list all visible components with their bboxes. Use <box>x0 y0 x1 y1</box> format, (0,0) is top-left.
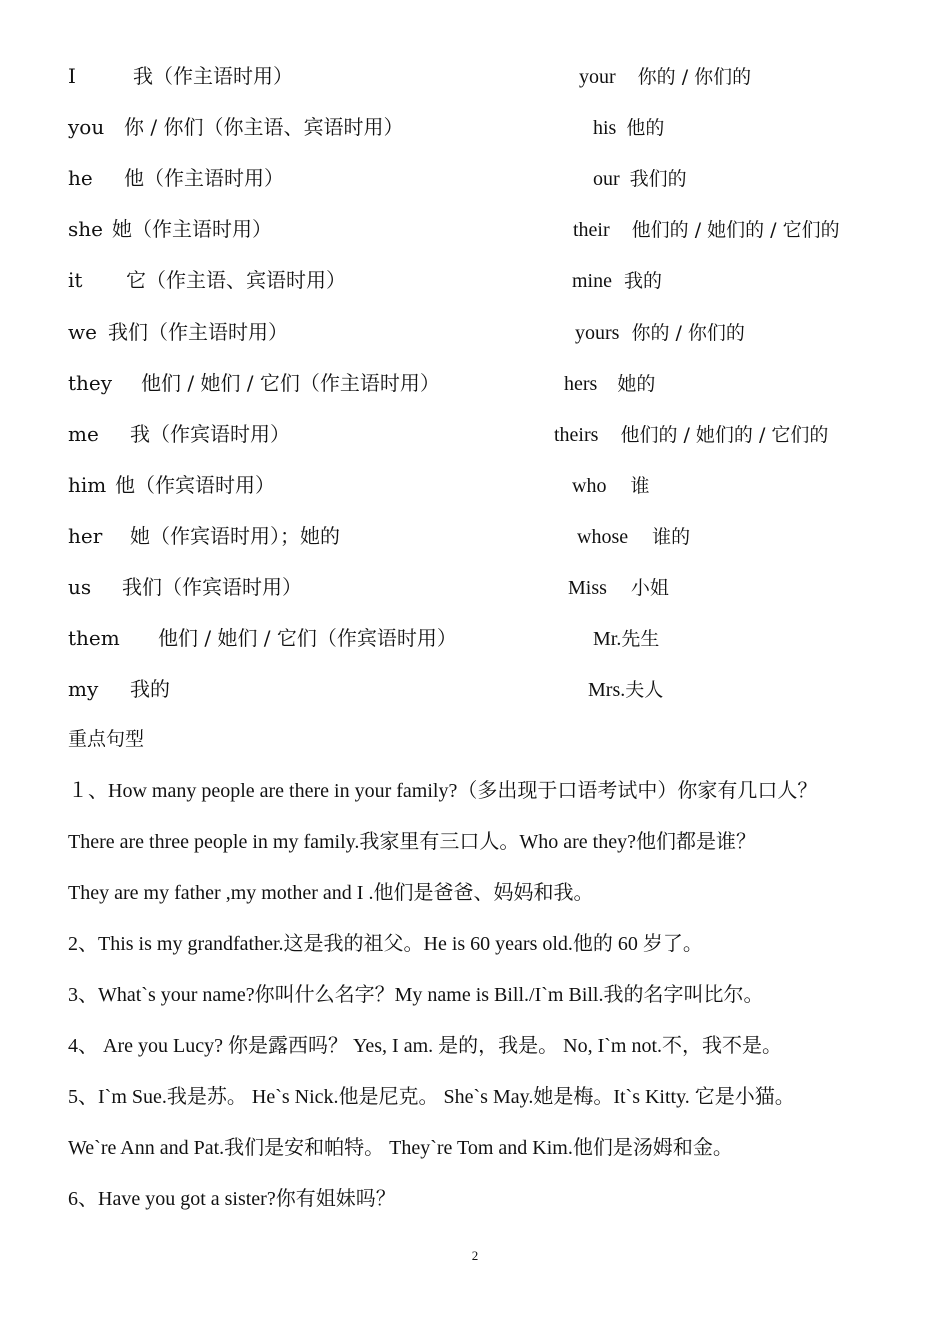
vocab-meaning: 他们的 / 她们的 / 它们的 <box>620 424 829 446</box>
vocab-meaning: 它（作主语、宾语时用） <box>126 268 346 292</box>
vocab-meaning: 我们（作宾语时用） <box>122 575 302 599</box>
vocab-pair-right <box>564 368 655 399</box>
vocab-meaning: 他（作主语时用） <box>124 166 284 190</box>
section-heading: 重点句型 <box>68 728 145 750</box>
vocab-pair-right <box>572 265 662 296</box>
vocab-word: him <box>68 473 107 497</box>
vocab-pair-right <box>593 623 659 654</box>
vocab-meaning: 谁的 <box>652 526 691 548</box>
vocab-word: who <box>572 475 607 497</box>
vocab-word: we <box>68 320 97 344</box>
vocab-word: mine <box>572 270 612 292</box>
vocab-pair-right <box>588 674 663 705</box>
vocab-word: hers <box>564 373 598 395</box>
vocab-meaning: 我的 <box>130 677 170 701</box>
vocab-word: Mrs. <box>588 679 626 701</box>
vocab-word: me <box>68 422 99 446</box>
vocab-row <box>0 572 950 602</box>
vocab-row <box>0 368 950 398</box>
vocab-meaning: 我（作主语时用） <box>133 64 293 88</box>
sentence-line: There are three people in my family.我家里有三口人。Who are they?他们都是谁？ <box>68 831 756 853</box>
vocab-row <box>0 61 950 91</box>
vocab-pair-right <box>554 419 828 450</box>
vocab-pair-right <box>573 214 840 245</box>
vocab-word: yours <box>575 322 620 344</box>
vocab-meaning: 先生 <box>621 628 660 650</box>
vocab-row <box>0 265 950 295</box>
vocab-pair-right <box>593 112 664 143</box>
vocab-row <box>0 112 950 142</box>
vocab-row <box>0 163 950 193</box>
vocab-row <box>0 674 950 704</box>
sentence-line: We`re Ann and Pat.我们是安和帕特。 They`re Tom and Kim.他们是汤姆和金。 <box>68 1137 733 1159</box>
sentence-line: 2、This is my grandfather.这是我的祖父。He is 60 years old.他的 60 岁了。 <box>68 933 703 955</box>
page-number: 2 <box>471 1248 479 1263</box>
vocab-word: their <box>573 219 610 241</box>
vocab-word: us <box>68 575 92 599</box>
vocab-word: it <box>68 268 83 292</box>
vocab-meaning: 他们 / 她们 / 它们（作宾语时用） <box>158 626 457 650</box>
vocab-meaning: 我（作宾语时用） <box>130 422 290 446</box>
vocab-row <box>0 623 950 653</box>
vocab-pair-right <box>575 317 745 348</box>
vocab-meaning: 我们（作主语时用） <box>108 320 288 344</box>
vocab-pair-right <box>572 470 649 501</box>
vocab-meaning: 谁 <box>630 475 650 497</box>
vocab-meaning: 他们 / 她们 / 它们（作主语时用） <box>141 371 440 395</box>
vocab-meaning: 他的 <box>626 117 665 139</box>
vocab-row <box>0 317 950 347</box>
vocab-meaning: 她（作主语时用） <box>112 217 272 241</box>
vocab-meaning: 他（作宾语时用） <box>115 473 275 497</box>
vocab-word: you <box>68 115 105 139</box>
sentence-line: １、How many people are there in your family?（多出现于口语考试中）你家有几口人？ <box>68 780 818 802</box>
vocab-meaning: 你的 / 你们的 <box>631 322 745 344</box>
vocab-word: your <box>579 66 616 88</box>
vocab-row <box>0 214 950 244</box>
vocab-row <box>0 521 950 551</box>
vocab-word: them <box>68 626 120 650</box>
vocab-pair-right <box>593 163 687 194</box>
sentence-line: 3、What`s your name?你叫什么名字？My name is Bill./I`m Bill.我的名字叫比尔。 <box>68 984 764 1006</box>
vocab-word: Miss <box>568 577 607 599</box>
vocab-word: her <box>68 524 103 548</box>
vocab-meaning: 我的 <box>624 270 663 292</box>
vocab-word: I <box>68 64 76 88</box>
vocab-pair-right <box>579 61 751 92</box>
vocab-pair-right <box>568 572 669 603</box>
vocab-row <box>0 419 950 449</box>
vocab-meaning: 小姐 <box>630 577 669 599</box>
vocab-meaning: 夫人 <box>625 679 664 701</box>
vocab-meaning: 她的 <box>617 373 656 395</box>
sentence-line: 4、 Are you Lucy? 你是露西吗？ Yes, I am. 是的，我是。 No, I`m not.不，我不是。 <box>68 1035 783 1057</box>
vocab-word: they <box>68 371 113 395</box>
vocab-meaning: 她（作宾语时用）；她的 <box>130 524 340 548</box>
vocab-row <box>0 470 950 500</box>
vocab-pair-right <box>577 521 690 552</box>
sentence-line: 5、I`m Sue.我是苏。 He`s Nick.他是尼克。 She`s May.她是梅。It`s Kitty. 它是小猫。 <box>68 1086 795 1108</box>
vocab-meaning: 他们的 / 她们的 / 它们的 <box>631 219 840 241</box>
vocab-word: whose <box>577 526 629 548</box>
vocab-word: his <box>593 117 617 139</box>
sentence-line: 6、Have you got a sister?你有姐妹吗？ <box>68 1188 396 1210</box>
vocab-word: Mr. <box>593 628 622 650</box>
vocab-meaning: 你的 / 你们的 <box>637 66 752 88</box>
vocab-word: he <box>68 166 93 190</box>
vocab-word: my <box>68 677 99 701</box>
vocab-meaning: 你 / 你们（你主语、宾语时用） <box>124 115 404 139</box>
vocab-word: our <box>593 168 620 190</box>
sentence-line: They are my father ,my mother and I .他们是爸爸、妈妈和我。 <box>68 882 594 904</box>
vocab-meaning: 我们的 <box>629 168 687 190</box>
vocab-word: theirs <box>554 424 599 446</box>
vocab-word: she <box>68 217 103 241</box>
